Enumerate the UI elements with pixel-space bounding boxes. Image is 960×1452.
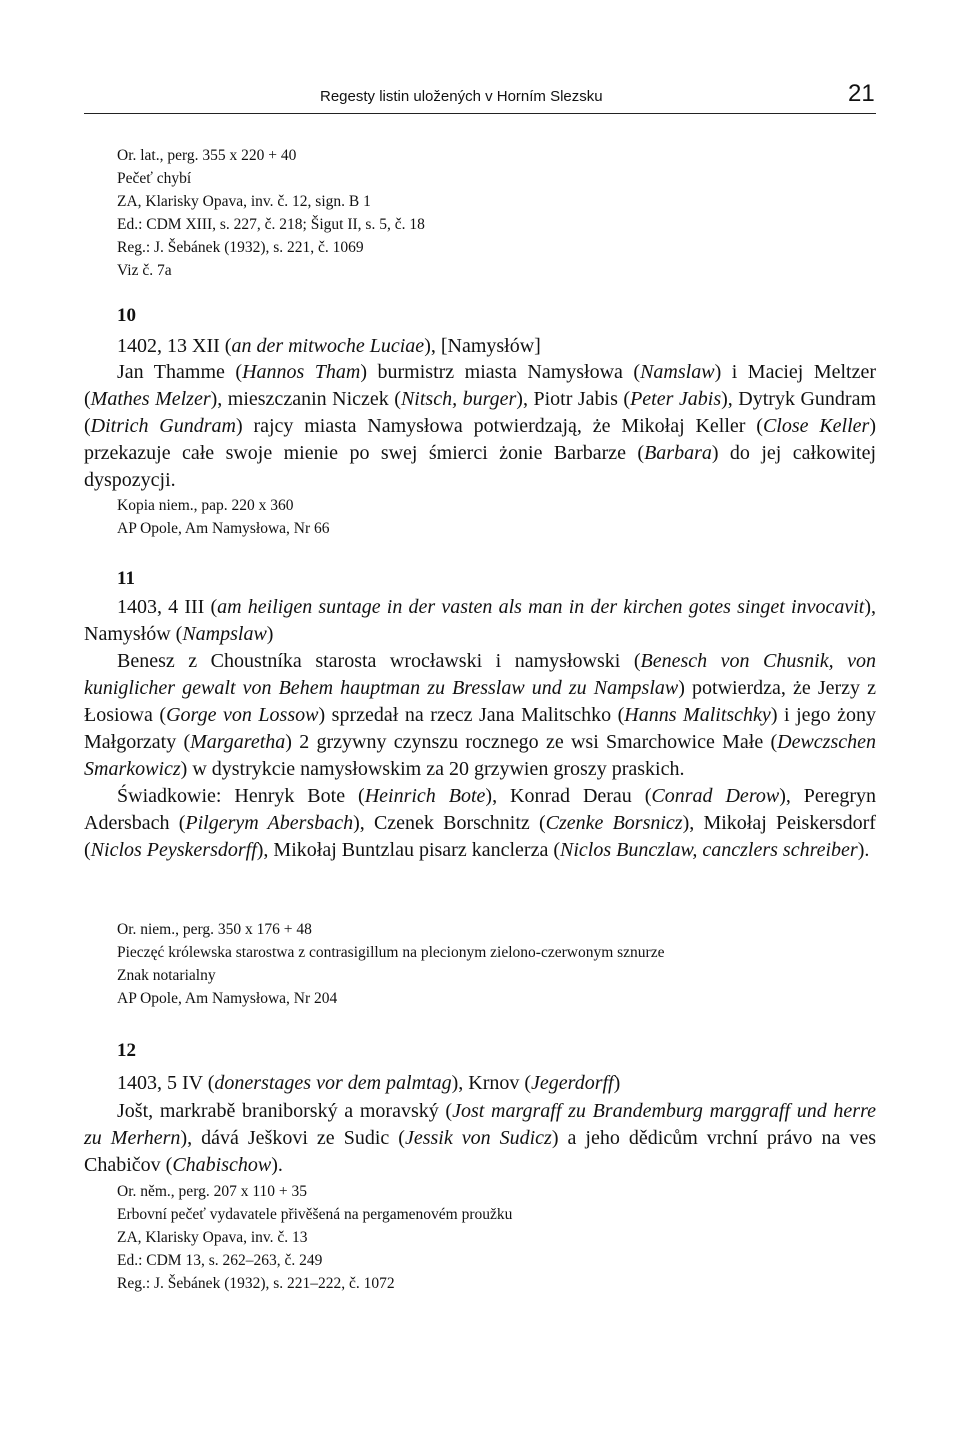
note-line: Pečeť chybí xyxy=(117,170,192,187)
note-line: Reg.: J. Šebánek (1932), s. 221, č. 1069 xyxy=(117,239,364,256)
original-form: Gorge von Lossow xyxy=(166,704,319,726)
regest-text: ) do jej całkowitej dyspozycji. xyxy=(84,442,877,491)
note-line: Or. niem., perg. 350 x 176 + 48 xyxy=(117,921,312,938)
original-form: Jost margraff zu Brandemburg marggraff und herre zu Merhern xyxy=(84,1100,876,1149)
note-line: Or. něm., perg. 207 x 110 + 35 xyxy=(117,1183,307,1200)
entry-date: 1403, 5 IV ( xyxy=(117,1072,215,1094)
entry-regest xyxy=(84,648,876,864)
regest-text: Benesz z Choustníka starosta wrocławski i namysłowski ( xyxy=(117,650,641,672)
note-line: AP Opole, Am Namysłowa, Nr 204 xyxy=(117,990,338,1007)
note-line: ZA, Klarisky Opava, inv. č. 12, sign. B 1 xyxy=(117,193,371,210)
entry-place-original: Jegerdorff xyxy=(531,1072,614,1094)
original-form: Mathes Melzer xyxy=(90,388,211,410)
note-line: Ed.: CDM XIII, s. 227, č. 218; Šigut II, s. 5, č. 18 xyxy=(117,216,425,233)
note-line: Or. lat., perg. 355 x 220 + 40 xyxy=(117,147,297,164)
entry-place: ), Krnov ( xyxy=(451,1072,532,1094)
regest-paragraph xyxy=(84,359,876,494)
note-line: Viz č. 7a xyxy=(117,262,172,279)
regest-text: ), Mikołaj Peiskersdorf ( xyxy=(84,812,876,861)
original-form: Peter Jabis xyxy=(630,388,722,410)
regest-text: ), Dytryk Gundram ( xyxy=(84,388,876,437)
regest-text: ) i jego żony Małgorzaty ( xyxy=(84,704,876,753)
original-form: Heinrich Bote xyxy=(364,785,486,807)
regest-text: ), mieszczanin Niczek ( xyxy=(210,388,401,410)
regest-text: ), Peregryn Adersbach ( xyxy=(84,785,877,834)
original-form: Namslaw xyxy=(640,361,715,383)
regest-text: ), dává Ješkovi ze Sudic ( xyxy=(180,1127,405,1149)
note-line: Erbovní pečeť vydavatele přivěšená na pergamenovém proužku xyxy=(117,1206,513,1223)
entry-date-line xyxy=(84,594,876,648)
note-line: Ed.: CDM 13, s. 262–263, č. 249 xyxy=(117,1252,323,1269)
regest-text: ) burmistrz miasta Namysłowa ( xyxy=(360,361,641,383)
entry-date-original: donerstages vor dem palmtag xyxy=(214,1072,452,1094)
entry-number: 10 xyxy=(117,305,136,326)
original-form: Hannos Tham xyxy=(242,361,361,383)
entry-place: ), Namysłów ( xyxy=(84,596,877,645)
note-line: AP Opole, Am Namysłowa, Nr 66 xyxy=(117,520,330,537)
regest-text: ) przekazuje całe swoje mienie po swej śmierci żonie Barbarze ( xyxy=(84,415,876,464)
original-form: Nitsch, burger xyxy=(400,388,517,410)
original-form: Hanns Malitschky xyxy=(624,704,771,726)
regest-text: ). xyxy=(271,1154,283,1176)
page-number: 21 xyxy=(848,80,875,107)
entry-notes xyxy=(117,494,330,540)
header-rule xyxy=(84,113,876,114)
original-form: Conrad Derow xyxy=(651,785,780,807)
regest-text: Świadkowie: Henryk Bote ( xyxy=(117,785,365,807)
entry-place-end: ) xyxy=(613,1072,621,1094)
entry-notes xyxy=(117,1180,512,1295)
original-form: Ditrich Gundram xyxy=(90,415,236,437)
original-form: Niclos Bunczlaw, canczlers schreiber xyxy=(559,839,858,861)
entry-date-line xyxy=(84,333,876,359)
original-form: Benesch von Chusnik, von kuniglicher gewalt von Behem hauptman zu Bresslaw und zu Nampslaw xyxy=(84,650,876,699)
original-form: Chabischow xyxy=(172,1154,272,1176)
witnesses-paragraph xyxy=(84,783,876,864)
note-line: ZA, Klarisky Opava, inv. č. 13 xyxy=(117,1229,308,1246)
original-form: Dewczschen Smarkowicz xyxy=(84,731,876,780)
regest-text: ), Konrad Derau ( xyxy=(485,785,652,807)
regest-text: ). xyxy=(857,839,870,861)
regest-text: Jan Thamme ( xyxy=(117,361,243,383)
regest-text: ), Czenek Borschnitz ( xyxy=(353,812,546,834)
regest-text: ) sprzedał na rzecz Jana Malitschko ( xyxy=(318,704,625,726)
regest-text: ) 2 grzywny czynszu rocznego ze wsi Smarchowice Małe ( xyxy=(285,731,778,753)
date-paragraph xyxy=(84,594,876,648)
entry-date-line xyxy=(84,1070,876,1096)
original-form: Jessik von Sudicz xyxy=(404,1127,552,1149)
entry-date-original: am heiligen suntage in der vasten als man in der kirchen gotes singet invocavit xyxy=(217,596,865,618)
original-form: Pilgerym Abersbach xyxy=(185,812,354,834)
entry-regest xyxy=(84,1098,876,1179)
regest-text: ), Piotr Jabis ( xyxy=(516,388,631,410)
regest-text: ) rajcy miasta Namysłowa potwierdzają, że Mikołaj Keller ( xyxy=(235,415,763,437)
entry-place-original: Nampslaw xyxy=(182,623,267,645)
regest-text: Jošt, markrabě braniborský a moravský ( xyxy=(117,1100,453,1122)
regest-text: ), Mikołaj Buntzlau pisarz kanclerza ( xyxy=(256,839,560,861)
entry-date-original: an der mitwoche Luciae xyxy=(231,335,425,357)
original-form: Close Keller xyxy=(762,415,870,437)
note-line: Pieczęć królewska starostwa z contrasigillum na plecionym zielono-czerwonym sznurze xyxy=(117,944,665,961)
original-form: Niclos Peyskersdorff xyxy=(90,839,257,861)
entry-place-end: ) xyxy=(266,623,274,645)
previous-entry-notes xyxy=(117,144,425,282)
entry-number: 12 xyxy=(117,1040,136,1061)
regest-paragraph xyxy=(84,1098,876,1179)
original-form: Margaretha xyxy=(190,731,286,753)
regest-text: ) a jeho dědicům vrchní právo na ves Chabičov ( xyxy=(84,1127,877,1176)
entry-regest xyxy=(84,359,876,494)
regest-paragraph xyxy=(84,648,876,783)
note-line: Kopia niem., pap. 220 x 360 xyxy=(117,497,294,514)
entry-number: 11 xyxy=(117,568,135,589)
note-line: Znak notarialny xyxy=(117,967,216,984)
original-form: Czenke Borsnicz xyxy=(545,812,683,834)
regest-text: ) w dystrykcie namysłowskim za 20 grzywien groszy praskich. xyxy=(180,758,685,780)
entry-place: ), [Namysłów] xyxy=(424,335,541,357)
regest-text: ) i Maciej Meltzer ( xyxy=(84,361,877,410)
entry-date: 1402, 13 XII ( xyxy=(117,335,232,357)
note-line: Reg.: J. Šebánek (1932), s. 221–222, č. 1072 xyxy=(117,1275,395,1292)
entry-notes xyxy=(117,918,664,1010)
regest-text: ) potwierdza, że Jerzy z Łosiowa ( xyxy=(84,677,876,726)
entry-date: 1403, 4 III ( xyxy=(117,596,218,618)
running-header-title: Regesty listin uložených v Horním Slezsku xyxy=(320,88,603,105)
original-form: Barbara xyxy=(644,442,712,464)
